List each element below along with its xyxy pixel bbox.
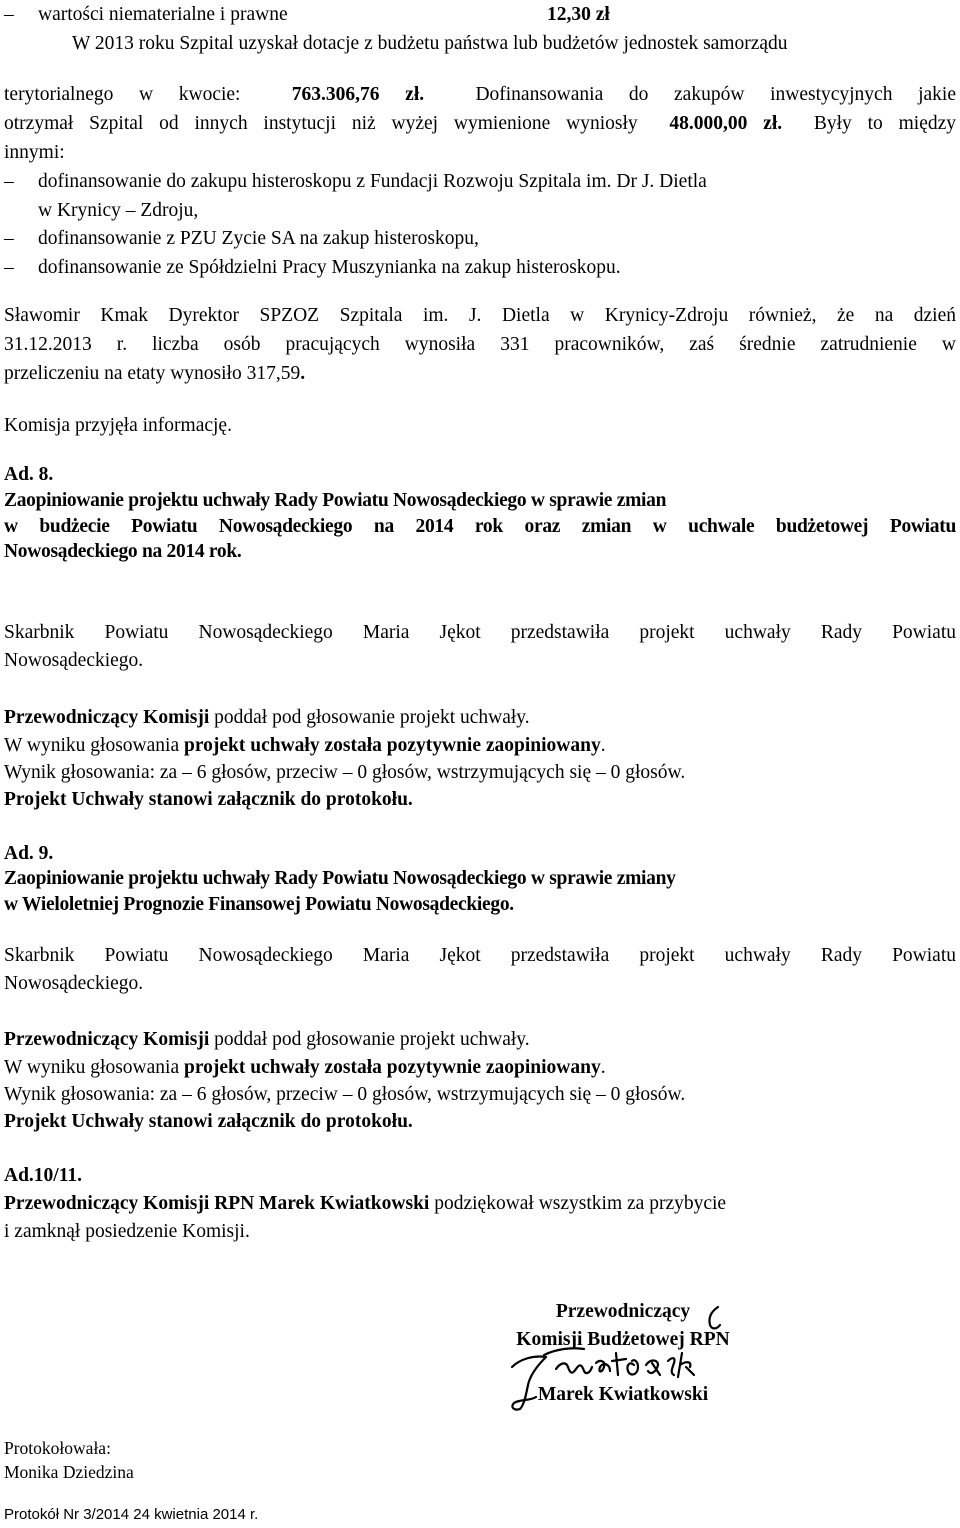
employment-line-1: Sławomir Kmak Dyrektor SPZOZ Szpitala im. J. Dietla w Krynicy-Zdroju również, że na dzień bbox=[4, 305, 956, 326]
ad8-chair-vote bbox=[4, 703, 530, 732]
ad9-vote-count: Wynik głosowania: za – 6 głosów, przeciw – 0 głosów, wstrzymujących się – 0 głosów. bbox=[4, 1084, 686, 1105]
handwritten-signature bbox=[500, 1303, 730, 1413]
ad9-vote-result bbox=[4, 1053, 606, 1082]
chair-text: poddał pod głosowanie projekt uchwały. bbox=[209, 1029, 530, 1050]
dotacje-text: terytorialnego w kwocie: bbox=[4, 84, 241, 105]
funding-item: dofinansowanie z PZU Zycie SA na zakup histeroskopu, bbox=[38, 228, 479, 249]
recorder-label: Protokołowała: bbox=[4, 1438, 111, 1458]
funding-item: dofinansowanie do zakupu histeroskopu z Fundacji Rozwoju Szpitala im. Dr J. Dietla bbox=[38, 171, 707, 192]
list-dash: – bbox=[4, 171, 14, 192]
dotacje-text: Były to między bbox=[813, 113, 957, 134]
ad8-vote-result bbox=[4, 731, 606, 760]
ad8-vote-count: Wynik głosowania: za – 6 głosów, przeciw – 0 głosów, wstrzymujących się – 0 głosów. bbox=[4, 762, 686, 783]
ad8-treasurer-line-2: Nowosądeckiego. bbox=[4, 650, 144, 671]
employment-period: . bbox=[300, 363, 306, 384]
asset-amount: 12,30 zł bbox=[547, 4, 610, 25]
vote-period: . bbox=[600, 735, 606, 756]
ad10-closing-line-2: i zamknął posiedzenie Komisji. bbox=[4, 1221, 250, 1242]
dotacje-line-2 bbox=[4, 80, 956, 109]
ad8-title-line-3: Nowosądeckiego na 2014 rok. bbox=[4, 541, 242, 562]
vote-outcome: projekt uchwały została pozytywnie zaopiniowany bbox=[184, 1057, 601, 1078]
ad8-heading: Ad. 8. bbox=[4, 464, 54, 485]
ad8-attachment-note: Projekt Uchwały stanowi załącznik do protokołu. bbox=[4, 789, 413, 810]
ad9-attachment-note: Projekt Uchwały stanowi załącznik do protokołu. bbox=[4, 1111, 413, 1132]
dotacje-amount: 763.306,76 zł. bbox=[291, 84, 425, 105]
ad9-treasurer-line-2: Nowosądeckiego. bbox=[4, 973, 144, 994]
dotacje-text: Dofinansowania do zakupów inwestycyjnych jakie bbox=[475, 84, 957, 105]
dotacje-amount: 48.000,00 zł. bbox=[669, 113, 783, 134]
vote-text: W wyniku głosowania bbox=[4, 1057, 184, 1078]
ad10-closing-line-1 bbox=[4, 1189, 726, 1218]
commission-info: Komisja przyjęła informację. bbox=[4, 415, 232, 436]
ad10-heading: Ad.10/11. bbox=[4, 1165, 83, 1186]
vote-outcome: projekt uchwały została pozytywnie zaopiniowany bbox=[184, 735, 601, 756]
list-dash: – bbox=[4, 4, 14, 25]
employment-text: przeliczeniu na etaty wynosiło 317,59 bbox=[4, 363, 301, 384]
ad8-treasurer-line-1: Skarbnik Powiatu Nowosądeckiego Maria Jękot przedstawiła projekt uchwały Rady Powiatu bbox=[4, 622, 956, 643]
chair-label: Przewodniczący Komisji bbox=[4, 707, 210, 728]
chair-label: Przewodniczący Komisji bbox=[4, 1029, 210, 1050]
ad9-chair-vote bbox=[4, 1025, 530, 1054]
signature-title: Przewodniczący bbox=[555, 1301, 691, 1322]
ad9-heading: Ad. 9. bbox=[4, 843, 54, 864]
asset-label: wartości niematerialne i prawne bbox=[38, 4, 288, 25]
list-dash: – bbox=[4, 257, 14, 278]
ad8-title-line-1: Zaopiniowanie projektu uchwały Rady Powiatu Nowosądeckiego w sprawie zmian bbox=[4, 490, 667, 511]
chair-name: Przewodniczący Komisji RPN Marek Kwiatkowski bbox=[4, 1193, 430, 1214]
ad9-treasurer-line-1: Skarbnik Powiatu Nowosądeckiego Maria Jękot przedstawiła projekt uchwały Rady Powiatu bbox=[4, 945, 956, 966]
document-footer: Protokół Nr 3/2014 24 kwietnia 2014 r. bbox=[4, 1506, 259, 1523]
list-dash: – bbox=[4, 228, 14, 249]
closing-text: podziękował wszystkim za przybycie bbox=[429, 1193, 727, 1214]
employment-line-2: 31.12.2013 r. liczba osób pracujących wynosiła 331 pracowników, zaś średnie zatrudnienie w bbox=[4, 334, 956, 355]
vote-period: . bbox=[600, 1057, 606, 1078]
ad9-title-line-2: w Wieloletniej Prognozie Finansowej Powiatu Nowosądeckiego. bbox=[4, 894, 514, 915]
ad8-title-line-2: w budżecie Powiatu Nowosądeckiego na 2014 rok oraz zmian w uchwale budżetowej Powiatu bbox=[4, 516, 956, 537]
dotacje-line-4: innymi: bbox=[4, 142, 65, 163]
vote-text: W wyniku głosowania bbox=[4, 735, 184, 756]
employment-line-3 bbox=[4, 359, 305, 388]
funding-item-cont: w Krynicy – Zdroju, bbox=[38, 200, 199, 221]
dotacje-line-3 bbox=[4, 109, 956, 138]
chair-text: poddał pod głosowanie projekt uchwały. bbox=[209, 707, 530, 728]
signature-name: Marek Kwiatkowski bbox=[537, 1384, 709, 1405]
dotacje-line-1: W 2013 roku Szpital uzyskał dotacje z budżetu państwa lub budżetów jednostek samorządu bbox=[72, 33, 788, 54]
ad9-title-line-1: Zaopiniowanie projektu uchwały Rady Powiatu Nowosądeckiego w sprawie zmiany bbox=[4, 868, 676, 889]
dotacje-text: otrzymał Szpital od innych instytucji niż wyżej wymienione wyniosły bbox=[4, 113, 638, 134]
signature-committee: Komisji Budżetowej RPN bbox=[516, 1329, 730, 1350]
recorder-name: Monika Dziedzina bbox=[4, 1462, 134, 1482]
funding-item: dofinansowanie ze Spółdzielni Pracy Muszynianka na zakup histeroskopu. bbox=[38, 257, 621, 278]
